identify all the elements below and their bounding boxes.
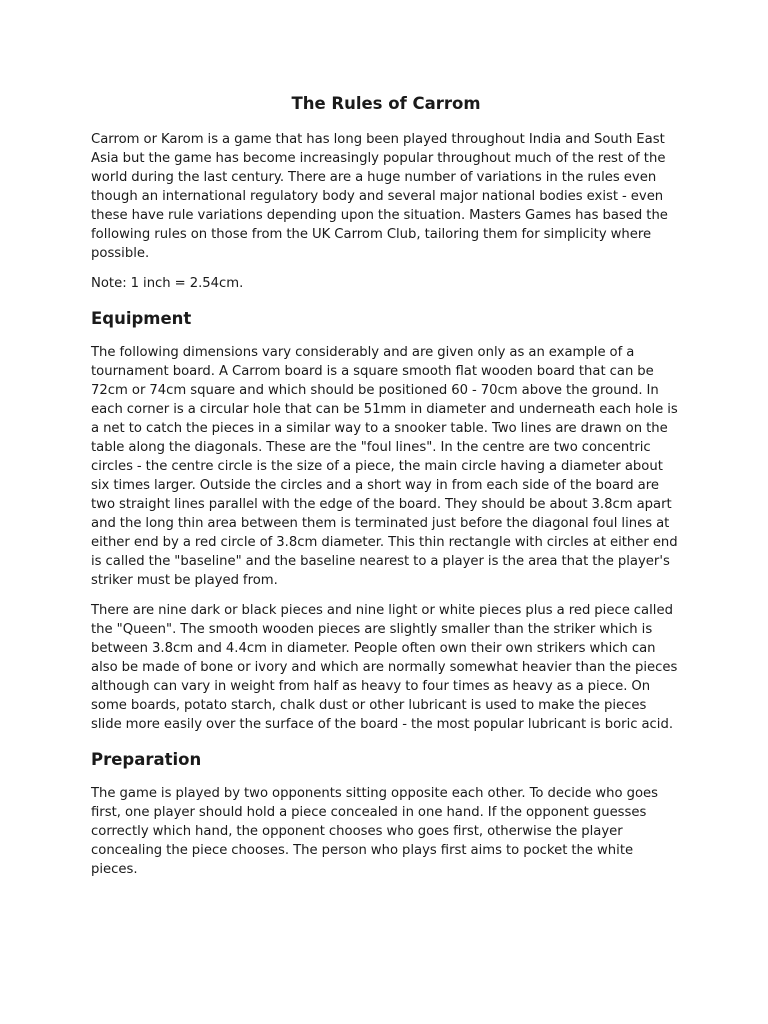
section-heading-preparation: Preparation <box>91 750 202 769</box>
note-paragraph: Note: 1 inch = 2.54cm. <box>91 276 244 291</box>
intro-paragraph: Carrom or Karom is a game that has long been played throughout India and South East Asia but the game has become increasingly popular throughout much of the rest of the world during the last century. There are a huge number of variations in the rules even though an international regulatory body and several major national bodies exist - even these have rule variations depending upon the situation. Masters Games has based the following rules on those from the UK Carrom Club, tailoring them for simplicity where possible. <box>91 132 668 261</box>
equipment-paragraph-board: The following dimensions vary considerably and are given only as an example of a tournament board. A Carrom board is a square smooth flat wooden board that can be 72cm or 74cm square and which should be positioned 60 - 70cm above the ground. In each corner is a circular hole that can be 51mm in diameter and underneath each hole is a net to catch the pieces in a similar way to a snooker table. Two lines are drawn on the table along the diagonals. These are the "foul lines". In the centre are two concentric circles - the centre circle is the size of a piece, the main circle having a diameter about six times larger. Outside the circles and a short way in from each side of the board are two straight lines parallel with the edge of the board. They should be about 3.8cm apart and the long thin area between them is terminated just before the diagonal foul lines at either end by a red circle of 3.8cm diameter. This thin rectangle with circles at either end is called the "baseline" and the baseline nearest to a player is the area that the player's striker must be played from. <box>91 345 678 588</box>
preparation-paragraph: The game is played by two opponents sitting opposite each other. To decide who goes first, one player should hold a piece concealed in one hand. If the opponent guesses correctly which hand, the opponent chooses who goes first, otherwise the player concealing the piece chooses. The person who plays first aims to pocket the white pieces. <box>91 786 658 877</box>
document-page <box>91 92 681 890</box>
section-heading-equipment: Equipment <box>91 309 192 328</box>
equipment-paragraph-pieces: There are nine dark or black pieces and nine light or white pieces plus a red piece called the "Queen". The smooth wooden pieces are slightly smaller than the striker which is between 3.8cm and 4.4cm in diameter. People often own their own strikers which can also be made of bone or ivory and which are normally somewhat heavier than the pieces although can vary in weight from half as heavy to four times as heavy as a piece. On some boards, potato starch, chalk dust or other lubricant is used to make the pieces slide more easily over the surface of the board - the most popular lubricant is boric acid. <box>91 603 678 732</box>
page-title: The Rules of Carrom <box>291 94 481 113</box>
